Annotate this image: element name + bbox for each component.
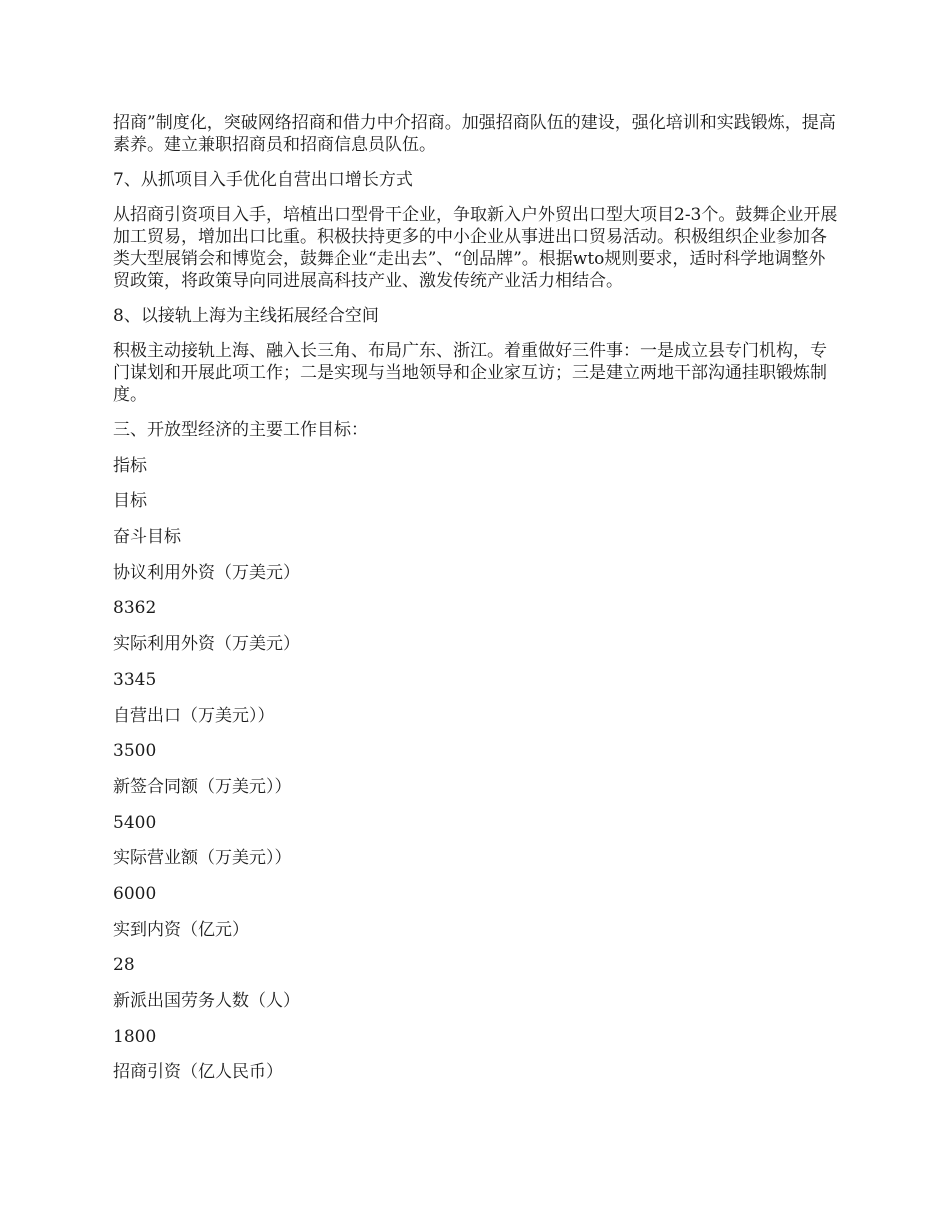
table-row-value: 5400 <box>113 812 157 833</box>
table-row-value: 6000 <box>113 883 157 904</box>
table-row-label: 新派出国劳务人数（人） <box>113 991 300 1011</box>
table-row-value: 28 <box>113 955 135 976</box>
table-row-label: 实到内资（亿元） <box>113 919 249 940</box>
table-row-label: 协议利用外资（万美元） <box>113 562 300 583</box>
paragraph-section-7: 从招商引资项目入手，培植出口型骨干企业，争取新入户外贸出口型大项目2-3个。鼓舞企业开展加工贸易，增加出口比重。积极扶持更多的中小企业从事进出口贸易活动。积极组织企业参加各类大型展销会和博览会，鼓舞企业“走出去”、“创品牌”。根据wto规则要求，适时科学地调整外贸政策，将政策导向同进展高科技产业、激发传统产业活力相结合。 <box>113 205 838 291</box>
table-row-value: 3500 <box>113 741 157 762</box>
table-header-indicator: 指标 <box>113 455 147 476</box>
table-header-target: 目标 <box>113 491 147 512</box>
table-row-label: 新签合同额（万美元）） <box>113 776 292 797</box>
table-row-label: 招商引资（亿人民币） <box>113 1062 283 1083</box>
paragraph-section-8: 积极主动接轨上海、融入长三角、布局广东、浙江。着重做好三件事：一是成立县专门机构，专门谋划和开展此项工作；二是实现与当地领导和企业家互访；三是建立两地干部沟通挂职锻炼制度。 <box>113 341 827 405</box>
heading-part-3: 三、开放型经济的主要工作目标： <box>113 420 368 440</box>
heading-section-7: 7、从抓项目入手优化自营出口增长方式 <box>113 170 413 190</box>
target-table <box>113 455 840 1084</box>
heading-section-8: 8、以接轨上海为主线拓展经合空间 <box>113 306 379 326</box>
table-row-label: 实际营业额（万美元）） <box>113 848 292 869</box>
table-row-value: 3345 <box>113 669 157 690</box>
table-row-value: 1800 <box>113 1026 157 1047</box>
table-header-goal: 奋斗目标 <box>113 527 181 548</box>
table-row-label: 自营出口（万美元）） <box>113 705 275 726</box>
paragraph-investment-attraction: 招商”制度化，突破网络招商和借力中介招商。加强招商队伍的建设，强化培训和实践锻炼，提高素养。建立兼职招商员和招商信息员队伍。 <box>113 113 836 155</box>
table-row-value: 8362 <box>113 598 157 619</box>
table-row-label: 实际利用外资（万美元） <box>113 634 300 655</box>
